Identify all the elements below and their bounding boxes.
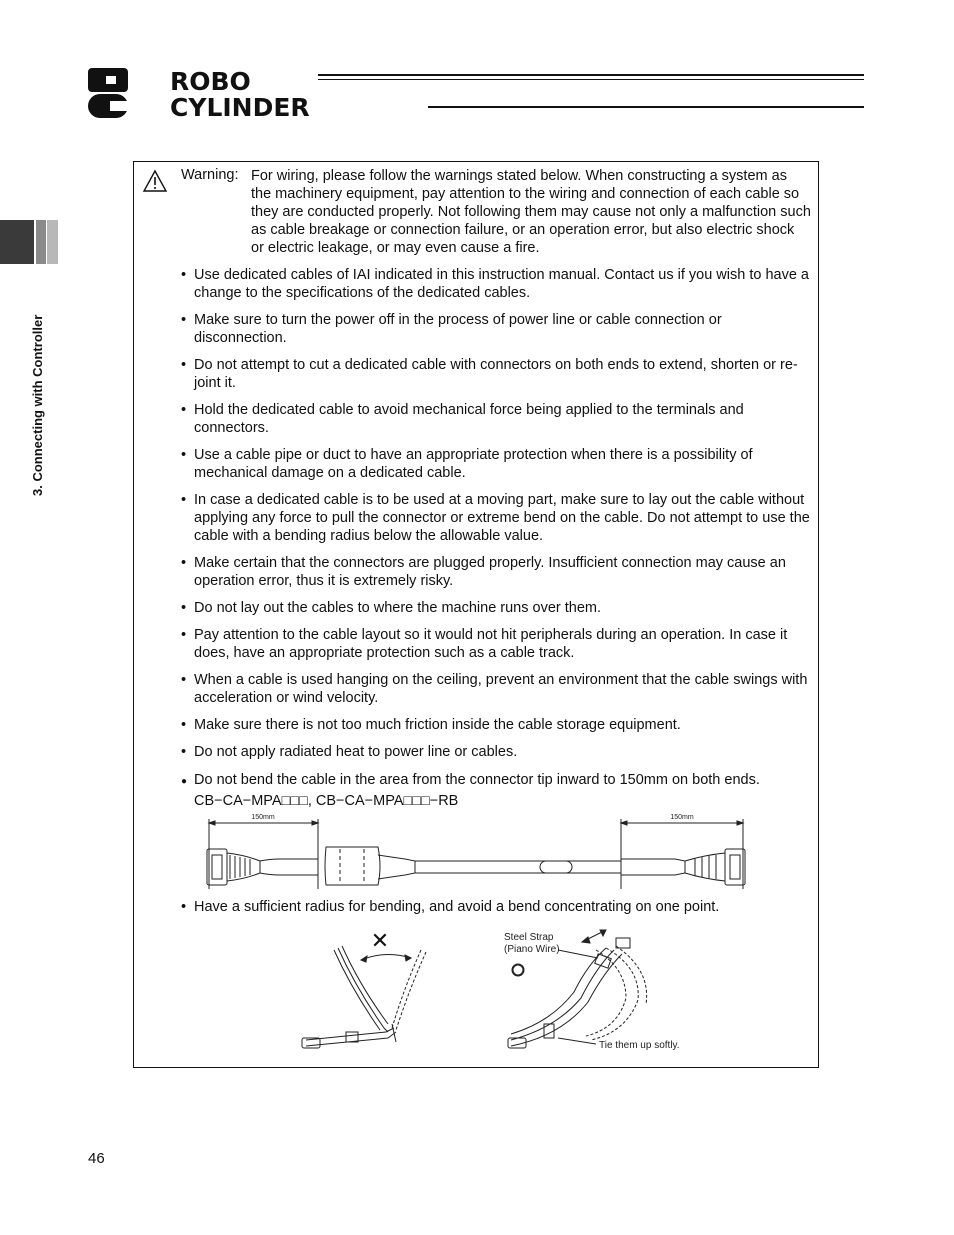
warning-list xyxy=(181,266,813,789)
header-rule-top-thin xyxy=(318,79,864,80)
list-item: • Hold the dedicated cable to avoid mechanical force being applied to the terminals and connectors. xyxy=(181,402,744,436)
list-item: ● Do not bend the cable in the area from the connector tip inward to 150mm on both ends. xyxy=(181,772,760,788)
page-number: 46 xyxy=(88,1150,105,1167)
cable-bend-diagram xyxy=(296,928,716,1058)
chapter-tab xyxy=(0,220,58,264)
warning-intro: For wiring, please follow the warnings stated below. When constructing a system as the machinery equipment, pay attention to the wiring and connection of each cable so they are conducted properly. Not following them may cause not only a malfunction such as cable breakage or connection failure, or an operation error, but also electric shock or electric leakage, or may even cause a fire. xyxy=(251,168,811,256)
cable-diagram xyxy=(200,811,755,895)
list-item: • Do not attempt to cut a dedicated cable with connectors on both ends to extend, shorten or re-joint it. xyxy=(181,357,798,391)
list-item: • Use dedicated cables of IAI indicated in this instruction manual. Contact us if you wish to have a change to the specifications of the dedicated cables. xyxy=(181,267,809,301)
bad-example-mark: ✕ xyxy=(370,929,390,954)
list-item: • Make certain that the connectors are plugged properly. Insufficient connection may cause an operation error, thus it is extremely risky. xyxy=(181,555,786,589)
steel-strap-label: Steel Strap xyxy=(504,932,554,943)
list-item: • Pay attention to the cable layout so it would not hit peripherals during an operation. In case it does, have an appropriate protection such as a cable track. xyxy=(181,627,788,661)
warning-triangle-icon xyxy=(143,170,167,192)
logo-line1: ROBO xyxy=(170,67,251,96)
list-item: • Make sure there is not too much friction inside the cable storage equipment. xyxy=(181,717,681,733)
cable-model-line: CB−CA−MPA□□□, CB−CA−MPA□□□−RB xyxy=(194,793,459,809)
list-item: • Use a cable pipe or duct to have an appropriate protection when there is a possibility of mechanical damage on a dedicated cable. xyxy=(181,447,753,481)
dim-right-label: 150mm xyxy=(670,814,694,821)
tie-label: Tie them up softly. xyxy=(599,1040,680,1051)
piano-wire-label: (Piano Wire) xyxy=(504,944,560,955)
list-item: • When a cable is used hanging on the ceiling, prevent an environment that the cable swings with acceleration or wind velocity. xyxy=(181,672,808,706)
list-item: • Do not lay out the cables to where the machine runs over them. xyxy=(181,600,602,616)
dim-left-label: 150mm xyxy=(251,814,275,821)
good-example-mark: ○ xyxy=(716,928,717,929)
logo-line2: CYLINDER xyxy=(170,93,310,122)
warning-label: Warning: xyxy=(181,167,239,183)
chapter-label: 3. Connecting with Controller xyxy=(30,314,45,496)
list-item: • Do not apply radiated heat to power line or cables. xyxy=(181,744,518,760)
header-rule-bottom xyxy=(428,106,864,108)
list-item: • Make sure to turn the power off in the process of power line or cable connection or disconnection. xyxy=(181,312,722,346)
header-rule-top xyxy=(318,74,864,76)
list-item: • In case a dedicated cable is to be used at a moving part, make sure to lay out the cable without applying any force to pull the connector or extreme bend on the cable. Do not attempt to use the cable with a bending radius below the allowable value. xyxy=(181,492,810,544)
